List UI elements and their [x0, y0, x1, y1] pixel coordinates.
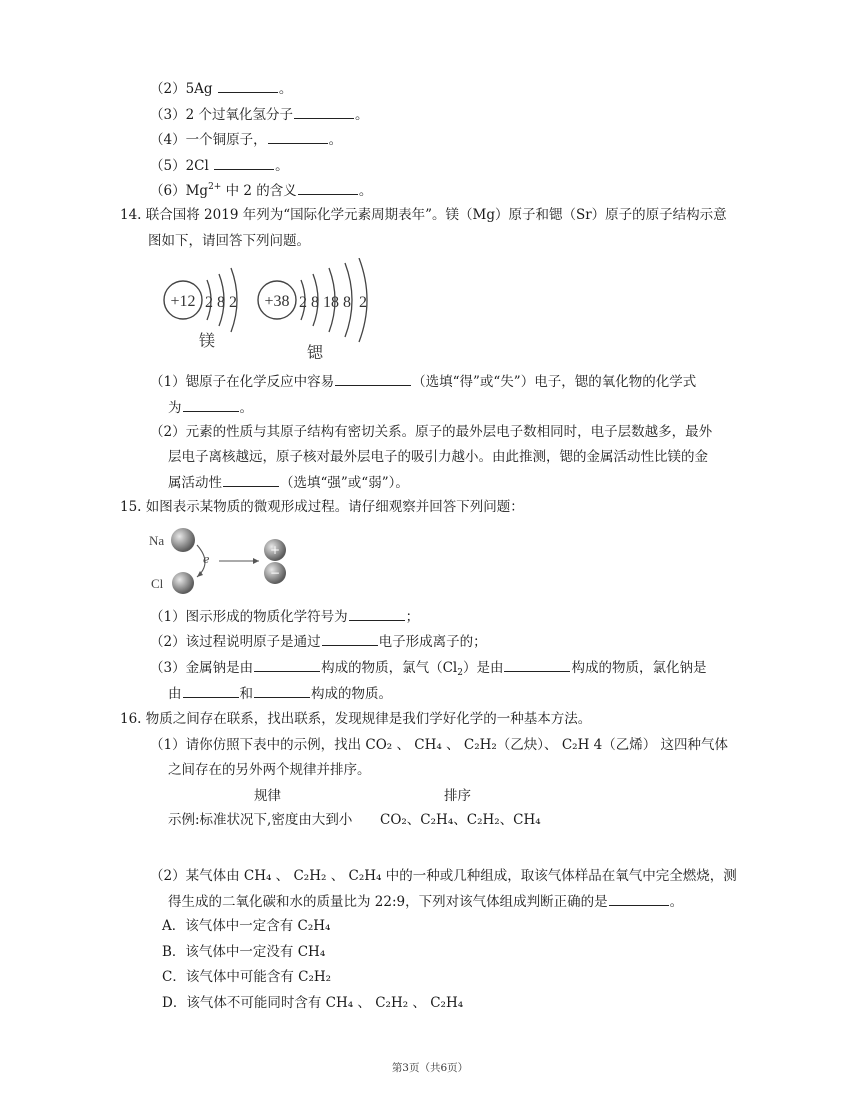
- q13-item-2: [150, 78, 292, 99]
- sr-shell-count: 8: [311, 294, 319, 311]
- sr-shell-count: 2: [299, 294, 307, 311]
- table-header-rule: 规律: [254, 788, 281, 804]
- mg-name-label: 镁: [199, 331, 216, 350]
- nacl-formation-figure: [145, 525, 305, 600]
- text: （3）金属钠是由: [150, 660, 254, 676]
- q16-item-2-line2: [168, 891, 683, 912]
- answer-blank[interactable]: [254, 683, 310, 698]
- option-b[interactable]: B．该气体中一定没有 CH₄: [162, 944, 326, 960]
- answer-blank[interactable]: [335, 371, 411, 386]
- electron-label: e: [203, 553, 210, 566]
- q16-item-2-line1: （2）某气体由 CH₄ 、 C₂H₂ 、 C₂H₄ 中的一种或几种组成，取该气体样品在氧气中完全燃烧，测: [150, 868, 737, 884]
- answer-blank[interactable]: [298, 180, 358, 195]
- text: 得生成的二氧化碳和水的质量比为 22:9，下列对该气体组成判断正确的是: [168, 894, 608, 910]
- answer-blank[interactable]: [214, 155, 274, 170]
- q16-stem: 16. 物质之间存在联系，找出联系，发现规律是我们学好化学的一种基本方法。: [120, 711, 592, 727]
- sr-name-label: 锶: [307, 343, 324, 362]
- q14-item-2-line2: 层电子离核越远，原子核对最外层电子的吸引力越小。由此推测，锶的金属活动性比镁的金: [168, 449, 708, 465]
- cl-label: Cl: [151, 576, 164, 591]
- option-c[interactable]: C．该气体中可能含有 C₂H₂: [162, 969, 332, 985]
- q13-item-5: [150, 155, 289, 176]
- superscript: 2+: [208, 182, 222, 192]
- anion-charge: −: [269, 566, 281, 580]
- arrowhead: [253, 558, 259, 564]
- answer-blank[interactable]: [609, 891, 669, 906]
- answer-blank[interactable]: [294, 104, 354, 119]
- page-footer: 第3页（共6页）: [391, 1062, 469, 1074]
- q13-item-3: [150, 104, 368, 125]
- text: 。: [358, 183, 373, 199]
- answer-blank[interactable]: [218, 78, 278, 93]
- answer-blank[interactable]: [322, 631, 378, 646]
- text: ；: [405, 609, 420, 625]
- option-a[interactable]: A．该气体中一定含有 C₂H₄: [162, 918, 331, 934]
- text: （4）一个铜原子，: [150, 132, 267, 148]
- text: （5）2Cl: [150, 158, 209, 174]
- q14-item-2-line1: （2）元素的性质与其原子结构有密切关系。原子的最外层电子数相同时，电子层数越多，最外: [150, 424, 713, 440]
- text: 。: [239, 400, 253, 416]
- text: 构成的物质，氯化钠是: [571, 660, 707, 676]
- sr-shell-count: 2: [359, 294, 367, 311]
- table-example-order: CO₂、C₂H₄、C₂H₂、CH₄: [380, 812, 541, 828]
- text: 。: [354, 107, 369, 123]
- text: 。: [328, 132, 343, 148]
- text: （3）2 个过氧化氢分子: [150, 107, 293, 123]
- q14-stem-line2: 图如下，请回答下列问题。: [148, 233, 310, 249]
- q13-item-4: [150, 129, 342, 150]
- sr-nucleus-label: +38: [264, 293, 290, 310]
- text: 。: [278, 81, 293, 97]
- q16-item-1-line2: 之间存在的另外两个规律并排序。: [168, 762, 371, 778]
- answer-blank[interactable]: [504, 657, 570, 672]
- q15-item-1: [150, 606, 419, 627]
- cation-charge: +: [269, 543, 281, 557]
- atomic-structure-figure: [155, 258, 415, 368]
- text: （2）该过程说明原子是通过: [150, 634, 321, 650]
- subscript: 2: [457, 668, 463, 678]
- text: 由: [168, 686, 182, 702]
- sr-shell-count: 8: [343, 294, 351, 311]
- mg-shell-count: 8: [217, 294, 225, 311]
- answer-blank[interactable]: [254, 657, 320, 672]
- text: 构成的物质，氯气（Cl: [321, 660, 458, 676]
- text: 构成的物质。: [311, 686, 392, 702]
- answer-blank[interactable]: [183, 683, 239, 698]
- text: 为: [168, 400, 182, 416]
- text: 中 2 的含义: [221, 183, 297, 199]
- text: 电子形成离子的；: [378, 634, 487, 650]
- text: （2）5Ag: [150, 81, 213, 97]
- answer-blank[interactable]: [349, 606, 405, 621]
- text: 。: [669, 894, 684, 910]
- cl-atom: [172, 572, 194, 594]
- q15-item-2: [150, 631, 487, 652]
- text: （1）图示形成的物质化学符号为: [150, 609, 348, 625]
- text: （选填“强”或“弱”）。: [280, 475, 409, 491]
- q13-item-6: [150, 180, 372, 201]
- sr-shell-count: 18: [323, 294, 339, 311]
- q14-item-2-line3: [168, 472, 409, 493]
- text: （选填“得”或“失”）电子，锶的氧化物的化学式: [412, 374, 697, 390]
- q16-item-1-line1: （1）请你仿照下表中的示例，找出 CO₂ 、 CH₄ 、 C₂H₂（乙炔）、 C₂H 4（乙烯） 这四种气体: [150, 737, 729, 753]
- text: 。: [275, 158, 289, 174]
- answer-blank[interactable]: [183, 397, 239, 412]
- q14-item-1-cont: [168, 397, 253, 418]
- text: 和: [239, 686, 253, 702]
- answer-blank[interactable]: [268, 129, 328, 144]
- q15-item-3-cont: [168, 683, 392, 704]
- mg-shell-count: 2: [229, 294, 237, 311]
- text: ）是由: [462, 660, 504, 676]
- q15-stem: 15. 如图表示某物质的微观形成过程。请仔细观察并回答下列问题：: [120, 499, 524, 515]
- text: （1）锶原子在化学反应中容易: [150, 374, 335, 390]
- q15-item-3: [150, 657, 706, 678]
- na-atom: [171, 528, 195, 552]
- na-label: Na: [149, 533, 165, 548]
- text: 属活动性: [168, 475, 222, 491]
- answer-blank[interactable]: [223, 472, 279, 487]
- q14-stem-line1: 14. 联合国将 2019 年列为“国际化学元素周期表年”。镁（Mg）原子和锶（Sr）原子的原子结构示意: [120, 207, 727, 223]
- table-example-rule: 示例:标准状况下,密度由大到小: [168, 812, 353, 828]
- mg-nucleus-label: +12: [170, 293, 196, 310]
- mg-shell-count: 2: [205, 294, 213, 311]
- text: （6）Mg: [150, 183, 209, 199]
- option-d[interactable]: D．该气体不可能同时含有 CH₄ 、 C₂H₂ 、 C₂H₄: [162, 995, 464, 1011]
- q14-item-1: [150, 371, 696, 392]
- table-header-order: 排序: [444, 788, 471, 804]
